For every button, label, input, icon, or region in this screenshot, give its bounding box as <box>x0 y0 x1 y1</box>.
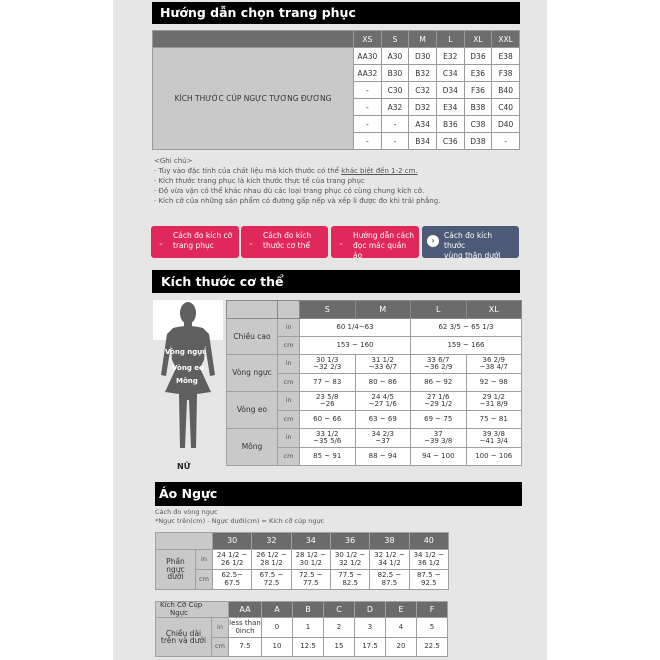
table-cell: 24 1/2 ~ 26 1/2 <box>213 550 252 570</box>
tab-lower-body-measure[interactable]: › Cách đo kích thước vùng thân dưới <box>422 226 519 258</box>
table-cell: AA30 <box>354 48 382 65</box>
notes-block <box>154 156 524 206</box>
table-cell: 60 1/4~63 <box>300 319 411 337</box>
note-item: · Kích thước trang phục là kích thước thực tế của trang phục <box>154 177 365 185</box>
body-size-table: S M L XL Chiều cao in 60 1/4~63 62 3/5 ~ 65 1/3 cm 153 ~ 160 159 ~ 166 Vòng ngực in 30 1/3 ~32 2/3 31 1/2 ~33 6/7 33 6/7 ~36 2/9 36 2/9 ~38 4/7 cm 77 ~ 83 80 ~ 86 86 ~ 92 92 ~ 98 Vòng eo in 23 5/8 ~26 24 4/5 ~27 1/6 27 1/6 ~29 1/2 29 1/2 ~31 8/9 cm 60 ~ 66 63 ~ 69 69 ~ 75 75 ~ 81 Mông in 33 1/2 ~35 5/6 34 2/3 ~37 37 ~39 3/8 39 3/8 ~41 3/4 cm 85 ~ 91 88 ~ 94 94 ~ 100 100 ~ 106 <box>226 300 522 466</box>
table-cell: C38 <box>464 116 492 133</box>
table-cell: 75 ~ 81 <box>466 411 522 429</box>
table-cell: C36 <box>436 133 464 150</box>
table-cell: 20 <box>386 638 417 657</box>
table-cell: - <box>354 82 382 99</box>
table-cell: 33 1/2 ~35 5/6 <box>300 429 356 448</box>
table-cell: 62.5~ 67.5 <box>213 570 252 590</box>
table-cell: 4 <box>386 618 417 638</box>
col-header: S <box>300 301 356 319</box>
col-header: E <box>386 602 417 618</box>
col-header: L <box>411 301 467 319</box>
bra-title: Áo Ngực <box>159 486 218 501</box>
table-cell: 7.5 <box>229 638 262 657</box>
table-cell: 63 ~ 69 <box>355 411 411 429</box>
table-cell: 2 <box>324 618 355 638</box>
table-cell: C32 <box>409 82 437 99</box>
figure-caption: NỮ <box>177 462 191 471</box>
table-cell: 12.5 <box>293 638 324 657</box>
table-cell: F38 <box>492 65 520 82</box>
table-cell: 28 1/2 ~ 30 1/2 <box>291 550 330 570</box>
row-label-waist: Vòng eo <box>227 392 278 429</box>
row-label-underbust: Phần ngực dưới <box>156 550 196 590</box>
col-header: AA <box>229 602 262 618</box>
table-cell: 153 ~ 160 <box>300 337 411 355</box>
table-cell: 27 1/6 ~29 1/2 <box>411 392 467 411</box>
table-cell: 72.5 ~ 77.5 <box>291 570 330 590</box>
table-cell: 33 6/7 ~36 2/9 <box>411 355 467 374</box>
table-cell: E32 <box>436 48 464 65</box>
table-cell: 94 ~ 100 <box>411 448 467 466</box>
col-header: XS <box>354 31 382 48</box>
table-cell: B38 <box>464 99 492 116</box>
note-highlight: khác biệt đến 1-2 cm. <box>341 167 418 175</box>
table-cell: 34 2/3 ~37 <box>355 429 411 448</box>
table-cell: D32 <box>409 99 437 116</box>
table-cell: - <box>354 133 382 150</box>
table-cell: - <box>354 116 382 133</box>
waist-label: Vòng eo <box>172 364 204 372</box>
tab-garment-measure[interactable]: ⌄ Cách đo kích cỡ trang phục <box>151 226 239 258</box>
table-cell: 39 3/8 ~41 3/4 <box>466 429 522 448</box>
table-cell: 100 ~ 106 <box>466 448 522 466</box>
table-cell: - <box>354 99 382 116</box>
col-header: 36 <box>330 533 369 550</box>
bra-subtitle-1: Cách đo vòng ngực <box>155 508 218 516</box>
table-cell: B40 <box>492 82 520 99</box>
col-header: XXL <box>492 31 520 48</box>
chevron-down-icon: ⌄ <box>158 239 164 247</box>
table-cell: 10 <box>262 638 293 657</box>
table-cell: 87.5 ~ 92.5 <box>409 570 448 590</box>
table-cell: 22.5 <box>417 638 448 657</box>
figure-area <box>153 300 223 475</box>
table-cell: D34 <box>436 82 464 99</box>
table-cell: - <box>381 116 409 133</box>
table-cell: 77.5 ~ 82.5 <box>330 570 369 590</box>
table-cell: 92 ~ 98 <box>466 374 522 392</box>
table-cell: F36 <box>464 82 492 99</box>
size-guide-table <box>152 30 520 150</box>
table-cell: D40 <box>492 116 520 133</box>
table-cell: - <box>492 133 520 150</box>
table-cell: E38 <box>492 48 520 65</box>
table-cell: 29 1/2 ~31 8/9 <box>466 392 522 411</box>
table-cell: B30 <box>381 65 409 82</box>
table-cell: - <box>381 133 409 150</box>
note-item: · Kích cỡ của những sản phẩm có đường gấp nếp và xếp li được đo khi trải phẳng. <box>154 197 441 205</box>
note-item: · Tùy vào đặc tính của chất liệu mà kích thước có thể khác biệt đến 1-2 cm. <box>154 167 418 175</box>
table-cell: 24 4/5 ~27 1/6 <box>355 392 411 411</box>
table-cell: 26 1/2 ~ 28 1/2 <box>252 550 291 570</box>
row-label-bust: Vòng ngực <box>227 355 278 392</box>
col-header: M <box>355 301 411 319</box>
table-cell: 17.5 <box>355 638 386 657</box>
table-cell: 88 ~ 94 <box>355 448 411 466</box>
table-cell: 31 1/2 ~33 6/7 <box>355 355 411 374</box>
tab-label-guide[interactable]: ⌄ Hướng dẫn cách đọc mác quần áo <box>331 226 419 258</box>
chevron-down-icon: ⌄ <box>338 239 344 247</box>
bra-subtitle-2: *Ngực trên(cm) - Ngực dưới(cm) = Kích cỡ cúp ngực <box>155 517 325 525</box>
table-cell: A32 <box>381 99 409 116</box>
table-cell: C40 <box>492 99 520 116</box>
table-cell: A34 <box>409 116 437 133</box>
table-cell: 0 <box>262 618 293 638</box>
col-header: XL <box>464 31 492 48</box>
hip-label: Mông <box>176 377 198 385</box>
col-header: XL <box>466 301 522 319</box>
table-cell: 30 1/2 ~ 32 1/2 <box>330 550 369 570</box>
table-cell: D36 <box>464 48 492 65</box>
tab-body-measure[interactable]: ⌄ Cách đo kích thước cơ thể <box>241 226 328 258</box>
table-cell: C34 <box>436 65 464 82</box>
table-cell: 23 5/8 ~26 <box>300 392 356 411</box>
table-cell: 82.5 ~ 87.5 <box>370 570 409 590</box>
row-label-cup-diff: Chiều dài trên và dưới <box>156 618 212 657</box>
body-size-title-bar <box>152 270 520 293</box>
col-header: D <box>355 602 386 618</box>
table-cell: 37 ~39 3/8 <box>411 429 467 448</box>
table-cell: 3 <box>355 618 386 638</box>
table-cell: 30 1/3 ~32 2/3 <box>300 355 356 374</box>
table-cell: B32 <box>409 65 437 82</box>
col-header: S <box>381 31 409 48</box>
table-cell: 36 2/9 ~38 4/7 <box>466 355 522 374</box>
table-cell: D38 <box>464 133 492 150</box>
table-cell: 5 <box>417 618 448 638</box>
row-label-hip: Mông <box>227 429 278 466</box>
table-cell: B34 <box>409 133 437 150</box>
col-header: C <box>324 602 355 618</box>
table-cell: 86 ~ 92 <box>411 374 467 392</box>
table-cell: 1 <box>293 618 324 638</box>
table-cell: 32 1/2 ~ 34 1/2 <box>370 550 409 570</box>
table-cell: C30 <box>381 82 409 99</box>
col-header: L <box>436 31 464 48</box>
table-cell: B36 <box>436 116 464 133</box>
underbust-table: 30 32 34 36 38 40 Phần ngực dưới in 24 1/2 ~ 26 1/2 26 1/2 ~ 28 1/2 28 1/2 ~ 30 1/2 30 1/2 ~ 32 1/2 32 1/2 ~ 34 1/2 34 1/2 ~ 36 1/2 cm 62.5~ 67.5 67.5 ~ 72.5 72.5 ~ 77.5 77.5 ~ 82.5 82.5 ~ 87.5 87.5 ~ 92.5 <box>155 532 449 590</box>
table-cell: E36 <box>464 65 492 82</box>
table-cell: 15 <box>324 638 355 657</box>
table-cell: 62 3/5 ~ 65 1/3 <box>411 319 522 337</box>
size-guide-title: Hướng dẫn chọn trang phục <box>160 5 356 20</box>
table-cell: D30 <box>409 48 437 65</box>
table-cell: 77 ~ 83 <box>300 374 356 392</box>
table-cell: A30 <box>381 48 409 65</box>
col-header: 34 <box>291 533 330 550</box>
table-cell: 60 ~ 66 <box>300 411 356 429</box>
col-header: 38 <box>370 533 409 550</box>
col-header: 32 <box>252 533 291 550</box>
col-header: 40 <box>409 533 448 550</box>
col-header: F <box>417 602 448 618</box>
chevron-right-circle-icon: › <box>427 235 439 247</box>
table-cell: 67.5 ~ 72.5 <box>252 570 291 590</box>
col-header: M <box>409 31 437 48</box>
table-cell: 69 ~ 75 <box>411 411 467 429</box>
table-cell: 80 ~ 86 <box>355 374 411 392</box>
table-corner <box>153 31 354 48</box>
table-cell: less than 0inch <box>229 618 262 638</box>
bra-title-bar <box>155 482 522 506</box>
table-cell: AA32 <box>354 65 382 82</box>
table-cell: E34 <box>436 99 464 116</box>
cup-size-table: Kích Cỡ Cúp Ngực AA A B C D E F Chiều dài trên và dưới in less than 0inch 0 1 2 3 4 5 cm 7.5 10 12.5 15 17.5 20 22.5 <box>155 601 448 657</box>
row-label-height: Chiều cao <box>227 319 278 355</box>
col-header: B <box>293 602 324 618</box>
body-size-title: Kích thước cơ thể <box>161 274 284 289</box>
row-label-cup-equivalent: KÍCH THƯỚC CÚP NGỰC TƯƠNG ĐƯƠNG <box>153 48 354 150</box>
notes-heading: <Ghi chú> <box>154 157 193 165</box>
cup-corner-label: Kích Cỡ Cúp Ngực <box>156 602 229 618</box>
table-cell: 34 1/2 ~ 36 1/2 <box>409 550 448 570</box>
col-header: A <box>262 602 293 618</box>
note-item: · Độ vừa vặn có thể khác nhau dù các loại trang phục có cùng chung kích cỡ. <box>154 187 425 195</box>
size-guide-title-bar <box>152 2 520 24</box>
chevron-down-icon: ⌄ <box>248 239 254 247</box>
col-header: 30 <box>213 533 252 550</box>
table-cell: 159 ~ 166 <box>411 337 522 355</box>
table-cell: 85 ~ 91 <box>300 448 356 466</box>
bust-label: Vòng ngực <box>165 348 207 356</box>
